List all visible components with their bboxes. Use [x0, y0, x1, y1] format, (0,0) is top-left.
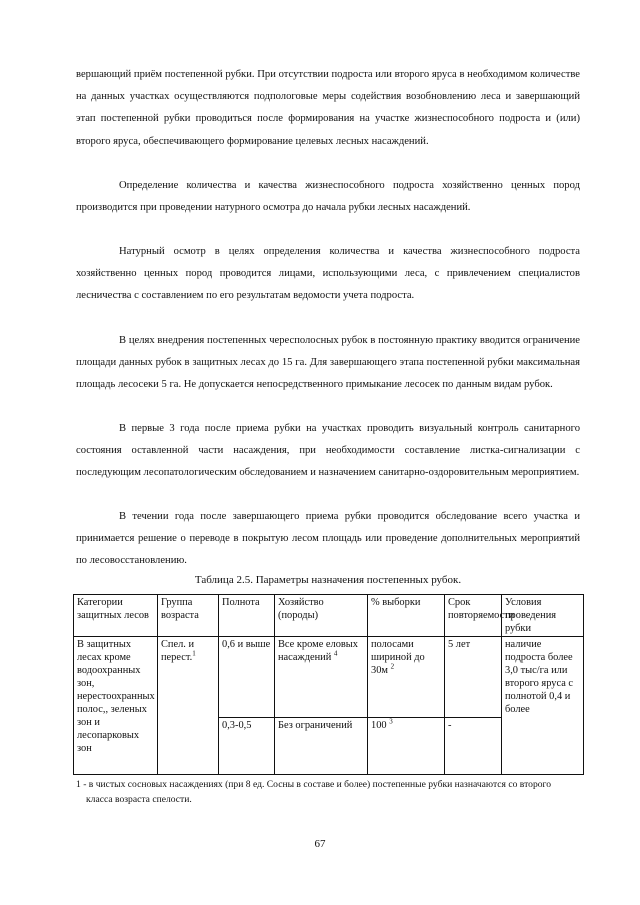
cell-economy [275, 637, 368, 718]
selection-text: 100 [371, 720, 387, 731]
header-category: Категории защитных лесов [74, 595, 158, 637]
parameters-table [73, 594, 584, 775]
paragraph-4: В целях внедрения постепенных чересполосных рубок в постоянную практику вводится ограничение площади данных рубок в защитных лесах до 15 га. Для завершающего этапа постепенной рубки максимальная площадь лесосеки 5 га. Не допускается непосредственного примыкание лесосек по данным видам рубок. [76, 335, 580, 391]
table-header-row [74, 595, 584, 637]
age-group-text: Спел. и перест. [161, 639, 195, 663]
paragraph-5: В первые 3 года после приема рубки на участках проводить визуальный контроль санитарного состояния оставленной части насаждения, при необходимости составление листка-сигнализации с последующим лесопатологическим обследованием и назначением санитарно-оздоровительным мероприятием. [76, 423, 580, 479]
page-number: 67 [314, 838, 326, 850]
age-group-footnote-mark: 1 [192, 649, 196, 658]
header-economy: Хозяйство (породы) [275, 595, 368, 637]
footnote-number: 1 [76, 779, 81, 790]
header-density: Полнота [219, 595, 275, 637]
cell-economy: Без ограничений [275, 718, 368, 775]
paragraph-6: В течении года после завершающего приема рубки проводится обследование всего участка и принимается решение о переводе в покрытую лесом площадь или проведение дополнительных мероприятий по лесовосстановлению. [76, 511, 580, 567]
cell-selection [368, 637, 445, 718]
selection-text: полосами шириной до 30м [371, 639, 425, 676]
paragraph-1: вершающий приём постепенной рубки. При отсутствии подроста или второго яруса в необходимом количестве на данных участках осуществляются подпологовые меры содействия возобновлению леса и завершающий этап постепенной рубки проводиться после формирования на участке жизнеспособного подроста и (или) второго яруса, обеспечивающего формирование целевых лесных насаждений. [76, 69, 580, 147]
cell-selection [368, 718, 445, 775]
header-period: Срок повторяемости [445, 595, 502, 637]
header-age-group: Группа возраста [158, 595, 219, 637]
cell-conditions: наличие подроста более 3,0 тыс/га или второго яруса с полнотой 0,4 и более [502, 637, 584, 775]
cell-period: 5 лет [445, 637, 502, 718]
cell-density: 0,6 и выше [219, 637, 275, 718]
table-caption: Таблица 2.5. Параметры назначения постепенных рубок. [194, 574, 462, 586]
paragraph-3: Натурный осмотр в целях определения количества и качества жизнеспособного подроста хозяйственно ценных пород проводится лицами, использующими леса, с привлечением специалистов лесничества с составлением по его результатам ведомости учета подроста. [76, 246, 580, 302]
selection-footnote-mark: 3 [389, 717, 393, 726]
header-selection: % выборки [368, 595, 445, 637]
cell-period: - [445, 718, 502, 775]
header-conditions: Условия проведения рубки [502, 595, 584, 637]
footnote-body: - в чистых сосновых насаждениях (при 8 ед. Сосны в составе и более) постепенные рубки назначаются со второго класса возраста спелости. [83, 779, 552, 805]
economy-footnote-mark: 4 [333, 649, 338, 658]
paragraph-2: Определение количества и качества жизнеспособного подроста хозяйственно ценных пород производится при проведении натурного осмотра до начала рубки лесных насаждений. [76, 180, 580, 214]
selection-footnote-mark: 2 [390, 662, 395, 671]
economy-text: Все кроме еловых насаждений [278, 639, 358, 663]
table-row [74, 637, 584, 718]
footnote [76, 777, 580, 807]
cell-age-group [158, 637, 219, 775]
cell-density: 0,3-0,5 [219, 718, 275, 775]
cell-category: В защитных лесах кроме водоохранных зон, нерестоохранных полос,, зеленых зон и лесопарковых зон [74, 637, 158, 775]
footnote-text [76, 777, 580, 807]
